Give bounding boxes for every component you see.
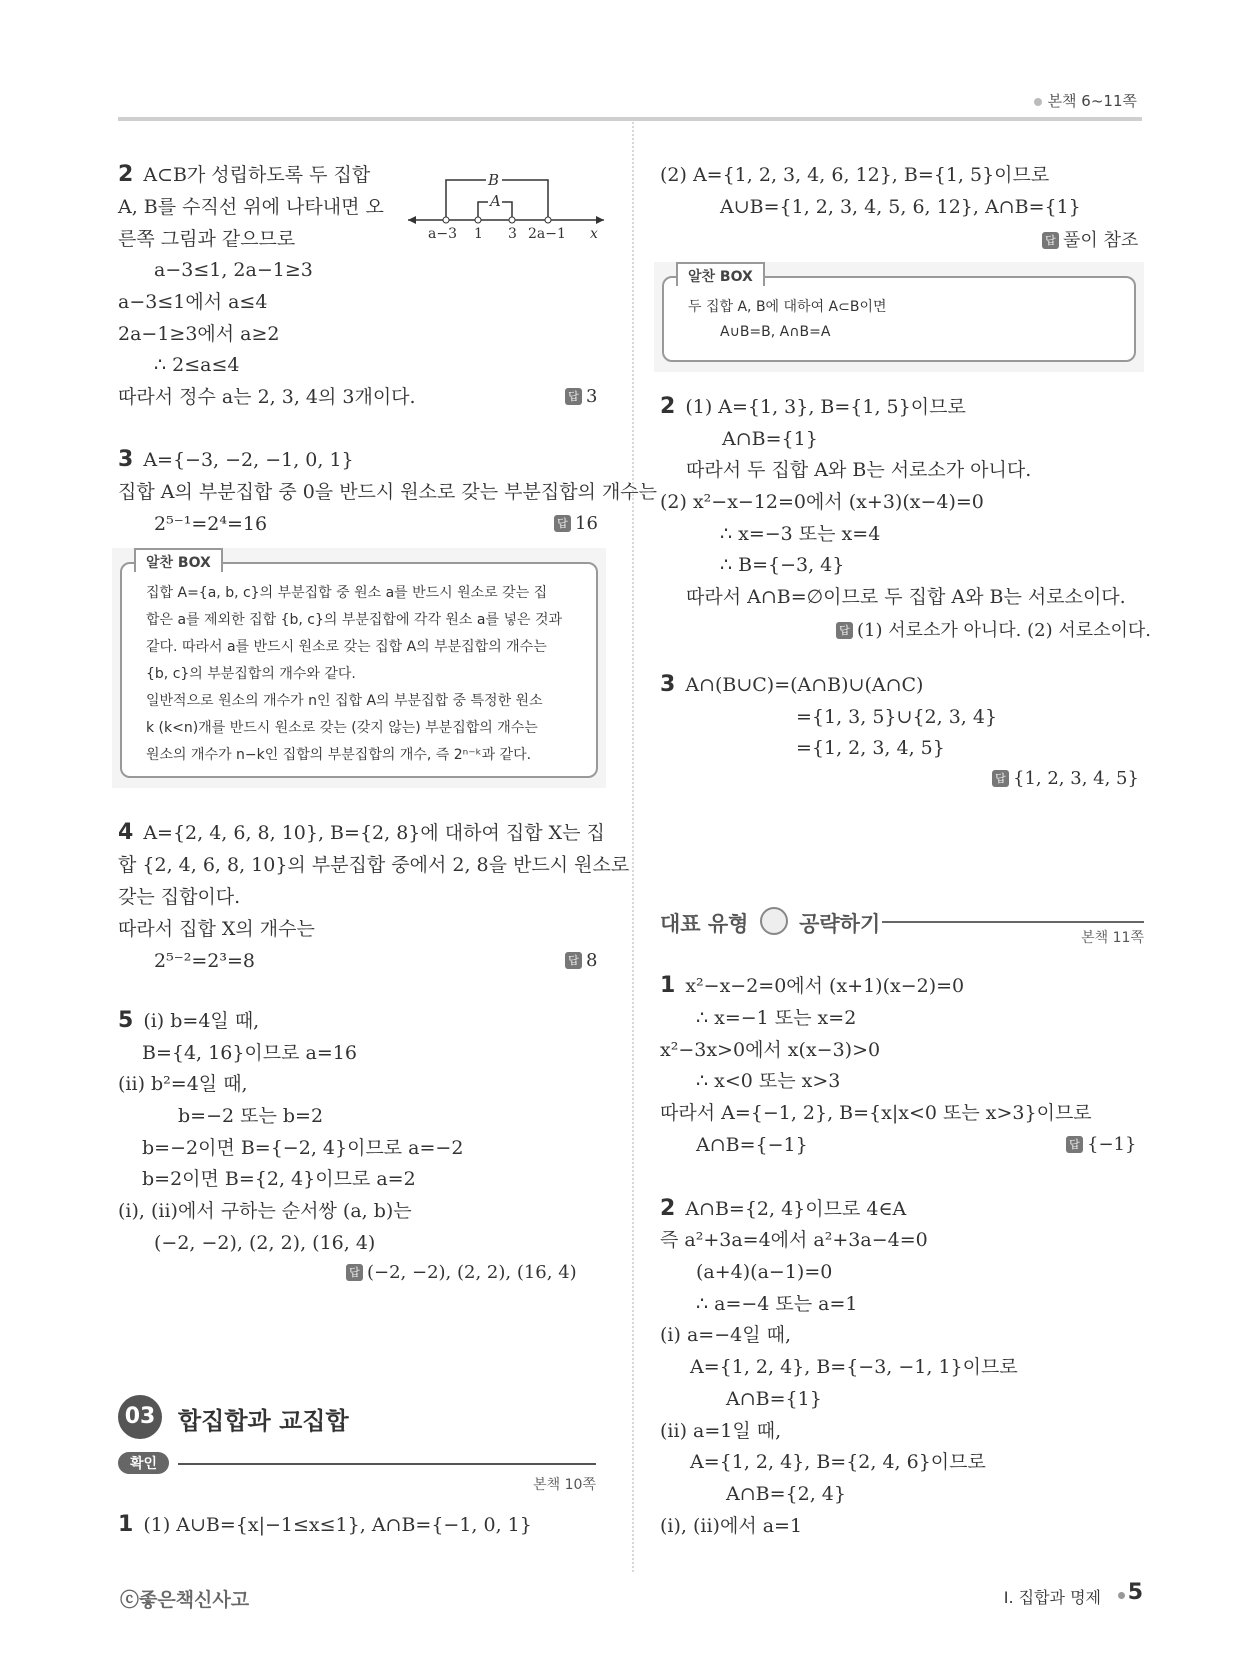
answer-icon: 답 [565, 388, 582, 405]
problem-4-line-1: 4 A={2, 4, 6, 8, 10}, B={2, 8}에 대하여 집합 X는 집 [118, 820, 605, 845]
rep-2-line-9: A={1, 2, 4}, B={2, 4, 6}이므로 [690, 1451, 986, 1473]
confirm-badge: 확인 [118, 1452, 169, 1474]
rep-1-line-5: 따라서 A={−1, 2}, B={x|x<0 또는 x>3}이므로 [660, 1102, 1092, 1124]
tick-label: a−3 [428, 226, 457, 240]
problem-5-line-2: B={4, 16}이므로 a=16 [142, 1042, 357, 1064]
bullet-icon [1034, 98, 1042, 106]
bullet-icon [1118, 1592, 1125, 1599]
problem-number: 1 [118, 1512, 134, 1537]
rep-1-line-3: x²−3x>0에서 x(x−3)>0 [660, 1039, 881, 1061]
problem-number: 2 [660, 1196, 676, 1221]
tip-box-frame [662, 276, 1136, 362]
problem-number: 2 [660, 394, 676, 419]
problem-2-line-6: 2a−1≥3에서 a≥2 [118, 323, 280, 345]
set-b-label: B [488, 171, 500, 189]
problem-number: 5 [118, 1008, 134, 1033]
confirm-3-line-1: 3 A∩(B∪C)=(A∩B)∪(A∩C) [660, 672, 924, 697]
answer: 답 (−2, −2), (2, 2), (16, 4) [346, 1262, 577, 1283]
set-a-label: A [490, 192, 501, 210]
tick-label: 2a−1 [528, 226, 566, 240]
confirm-2-line-1: 2 (1) A={1, 3}, B={1, 5}이므로 [660, 394, 966, 419]
confirm-1-line-3: A∪B={1, 2, 3, 4, 5, 6, 12}, A∩B={1} [720, 196, 1081, 218]
tick-label: 1 [474, 226, 483, 240]
tip-box-line: 같다. 따라서 a를 반드시 원소로 갖는 집합 A의 부분집합의 개수는 [146, 639, 547, 655]
problem-3-line-2: 집합 A의 부분집합 중 0을 반드시 원소로 갖는 부분집합의 개수는 [118, 481, 658, 503]
answer-icon: 답 [1042, 232, 1059, 249]
answer: 답 (1) 서로소가 아니다. (2) 서로소이다. [836, 616, 1151, 642]
problem-2-line-2: A, B를 수직선 위에 나타내면 오 [118, 196, 384, 218]
rep-1-line-6: A∩B={−1} [696, 1134, 808, 1156]
tip-box-line: 두 집합 A, B에 대하여 A⊂B이면 [688, 299, 887, 315]
answer: 답 8 [565, 950, 597, 971]
page-number: 5 [1127, 1580, 1143, 1605]
problem-2-line-8: 따라서 정수 a는 2, 3, 4의 3개이다. [118, 386, 416, 408]
answer-icon: 답 [554, 515, 571, 532]
header-rule [118, 117, 1142, 121]
answer: 답 {1, 2, 3, 4, 5} [992, 768, 1139, 789]
problem-4-line-3: 갖는 집합이다. [118, 886, 241, 908]
problem-3-line-1: 3 A={−3, −2, −1, 0, 1} [118, 447, 354, 472]
answer-icon: 답 [346, 1264, 363, 1281]
number-line-figure [408, 160, 608, 240]
answer: 답 풀이 참조 [1042, 226, 1138, 252]
problem-3-line-3: 2⁵⁻¹=2⁴=16 [154, 513, 268, 535]
rep-2-line-1: 2 A∩B={2, 4}이므로 4∈A [660, 1196, 907, 1221]
problem-5-line-6: b=2이면 B={2, 4}이므로 a=2 [142, 1168, 416, 1190]
confirm-2-line-7: 따라서 A∩B=∅이므로 두 집합 A와 B는 서로소이다. [686, 586, 1126, 608]
tip-box-frame [120, 562, 598, 778]
lightbulb-icon [760, 907, 788, 935]
rep-2-line-8: (ii) a=1일 때, [660, 1420, 782, 1442]
rep-2-line-6: A={1, 2, 4}, B={−3, −1, 1}이므로 [690, 1356, 1018, 1378]
publisher-logo: ⓒ좋은책신사고 [120, 1589, 250, 1611]
problem-5-line-8: (−2, −2), (2, 2), (16, 4) [154, 1232, 376, 1254]
tip-box [112, 548, 606, 788]
header-page-reference: 본책 6~11쪽 [1034, 90, 1137, 111]
confirm-2-line-3: 따라서 두 집합 A와 B는 서로소가 아니다. [686, 459, 1032, 481]
problem-5-line-1: 5 (i) b=4일 때, [118, 1008, 260, 1033]
confirm-3-line-2: ={1, 3, 5}∪{2, 3, 4} [796, 706, 998, 728]
problem-2-line-7: ∴ 2≤a≤4 [154, 354, 240, 376]
answer: 답 16 [554, 513, 598, 534]
problem-4-line-4: 따라서 집합 X의 개수는 [118, 918, 315, 940]
confirm-2-line-5: ∴ x=−3 또는 x=4 [720, 523, 881, 545]
point-3 [509, 217, 515, 223]
section-title: 합집합과 교집합 [178, 1407, 349, 1435]
tip-box-tab: 알찬 BOX [676, 262, 765, 286]
answer-icon: 답 [565, 952, 582, 969]
problem-5-line-7: (i), (ii)에서 구하는 순서쌍 (a, b)는 [118, 1200, 412, 1222]
tick-label: 3 [508, 226, 517, 240]
tip-box-line: A∪B=B, A∩B=A [720, 324, 831, 340]
representative-page-reference: 본책 11쪽 [1081, 930, 1144, 946]
confirm-3-line-3: ={1, 2, 3, 4, 5} [796, 737, 945, 759]
rep-2-line-10: A∩B={2, 4} [726, 1483, 846, 1505]
answer-icon: 답 [836, 622, 853, 639]
column-divider [632, 122, 634, 1572]
tip-box-line: {b, c}의 부분집합의 개수와 같다. [146, 666, 356, 682]
problem-number: 3 [660, 672, 676, 697]
problem-4-line-5: 2⁵⁻²=2³=8 [154, 950, 255, 972]
answer: 답 3 [565, 386, 597, 407]
problem-5-line-5: b=−2이면 B={−2, 4}이므로 a=−2 [142, 1137, 464, 1159]
rep-2-line-7: A∩B={1} [726, 1388, 822, 1410]
problem-number: 2 [118, 162, 134, 187]
rep-2-line-11: (i), (ii)에서 a=1 [660, 1515, 803, 1537]
problem-2-line-4: a−3≤1, 2a−1≥3 [154, 259, 313, 281]
tip-box-line: 원소의 개수가 n−k인 집합의 부분집합의 개수, 즉 2ⁿ⁻ᵏ과 같다. [146, 747, 532, 763]
problem-5-line-4: b=−2 또는 b=2 [178, 1105, 324, 1127]
tip-box-line: 합은 a를 제외한 집합 {b, c}의 부분집합에 각각 원소 a를 넣은 것과 [146, 612, 563, 628]
confirm-1-line-2: (2) A={1, 2, 3, 4, 6, 12}, B={1, 5}이므로 [660, 164, 1050, 186]
rep-1-line-1: 1 x²−x−2=0에서 (x+1)(x−2)=0 [660, 973, 965, 998]
heading-rule [882, 921, 1144, 923]
rep-1-line-2: ∴ x=−1 또는 x=2 [696, 1007, 857, 1029]
problem-2-line-1: 2 A⊂B가 성립하도록 두 집합 [118, 162, 371, 187]
confirm-2-line-6: ∴ B={−3, 4} [720, 554, 845, 576]
answer: 답 {−1} [1066, 1134, 1136, 1155]
point-2a-minus-1 [545, 217, 551, 223]
rep-2-line-4: ∴ a=−4 또는 a=1 [696, 1293, 858, 1315]
arrow-right-icon [596, 216, 604, 224]
axis-label-x: x [590, 226, 598, 240]
problem-number: 3 [118, 447, 134, 472]
tip-box-line: k (k<n)개를 반드시 원소로 갖는 (갖지 않는) 부분집합의 개수는 [146, 720, 538, 736]
problem-4-line-2: 합 {2, 4, 6, 8, 10}의 부분집합 중에서 2, 8을 반드시 원소로 [118, 854, 630, 876]
answer-icon: 답 [1066, 1136, 1083, 1153]
answer-icon: 답 [992, 770, 1009, 787]
rep-2-line-2: 즉 a²+3a=4에서 a²+3a−4=0 [660, 1229, 928, 1251]
tip-box-line: 집합 A={a, b, c}의 부분집합 중 원소 a를 반드시 원소로 갖는 집 [146, 585, 548, 601]
tip-box-tab: 알찬 BOX [134, 548, 223, 572]
confirm-page-reference: 본책 10쪽 [533, 1477, 596, 1493]
confirm-2-line-2: A∩B={1} [722, 428, 818, 450]
point-a-minus-3 [443, 217, 449, 223]
representative-types-heading [660, 905, 1144, 945]
rep-1-line-4: ∴ x<0 또는 x>3 [696, 1070, 841, 1092]
problem-number: 1 [660, 973, 676, 998]
tip-box [654, 262, 1144, 372]
arrow-left-icon [408, 216, 416, 224]
rep-2-line-3: (a+4)(a−1)=0 [696, 1261, 833, 1283]
confirm-2-line-4: (2) x²−x−12=0에서 (x+3)(x−4)=0 [660, 491, 984, 513]
problem-2-line-5: a−3≤1에서 a≤4 [118, 291, 268, 313]
problem-number: 4 [118, 820, 134, 845]
representative-types-title: 대표 유형 공략하기 [660, 907, 880, 938]
confirm-1-line-1: 1 (1) A∪B={x|−1≤x≤1}, A∩B={−1, 0, 1} [118, 1512, 532, 1537]
problem-2-line-3: 른쪽 그림과 같으므로 [118, 228, 296, 250]
chapter-label: Ⅰ. 집합과 명제 [1003, 1588, 1101, 1607]
tip-box-line: 일반적으로 원소의 개수가 n인 집합 A의 부분집합 중 특정한 원소 [146, 693, 543, 709]
confirm-rule [178, 1463, 596, 1465]
rep-2-line-5: (i) a=−4일 때, [660, 1324, 791, 1346]
section-number-badge: 03 [118, 1395, 162, 1439]
problem-5-line-3: (ii) b²=4일 때, [118, 1073, 248, 1095]
point-1 [475, 217, 481, 223]
